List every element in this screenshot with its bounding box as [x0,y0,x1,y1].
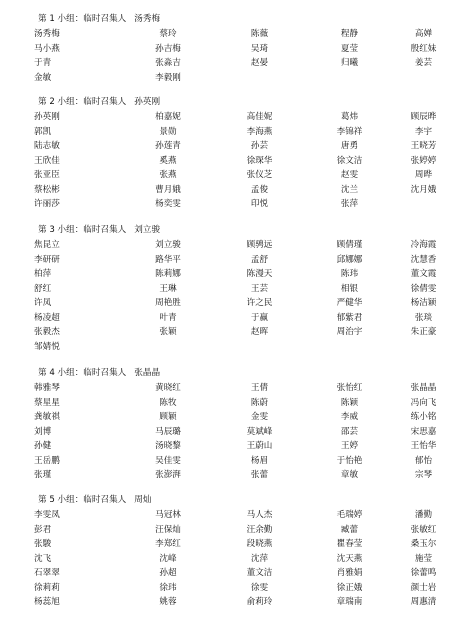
member-grid [28,508,452,610]
member-name: 沈峰 [159,553,177,564]
member-name: 张瑾 [34,470,52,480]
member-name: 陈莉娜 [155,269,181,279]
member-name: 章瑞南 [336,597,363,607]
member-name: 杨眉 [250,455,269,466]
group-convener: 汤秀梅 [134,14,161,24]
member-name: 顾颖 [159,412,177,422]
member-name: 沈萍 [250,553,269,564]
member-name: 程静 [340,29,359,39]
member-name: 金雯 [250,412,269,422]
group-convener: 刘立骏 [134,225,161,235]
member-name: 于怡艳 [336,455,363,466]
member-name: 张萍 [340,199,359,209]
member-name: 孙英刚 [34,112,60,122]
member-name: 徐正娥 [336,582,363,593]
member-name: 陈漫天 [246,269,273,279]
member-name: 王倩 [250,383,269,393]
group-header [38,12,160,26]
member-name: 许凤 [34,298,52,308]
member-name: 汪保灿 [155,524,181,535]
member-name: 李毅刚 [155,72,181,83]
member-name: 陈颖 [340,397,359,408]
member-name: 邵芸 [340,426,359,437]
member-name: 孙莲青 [155,141,181,151]
member-name: 马冠林 [155,510,181,520]
member-name: 张蕾 [250,470,269,480]
member-name: 陈薇 [250,29,269,39]
member-name: 徐雯 [250,582,269,593]
member-name: 蔡玲 [159,29,177,39]
member-name: 莫斌峰 [246,426,273,437]
member-name: 肖雅娟 [336,568,363,578]
member-name: 曹月娥 [155,184,181,195]
group-convener: 孙英刚 [134,97,161,107]
member-name: 王怡华 [410,441,437,451]
member-name: 刘立骏 [155,240,181,250]
member-name: 归曦 [340,58,359,68]
member-name: 彭君 [34,524,52,535]
member-name: 许之民 [246,298,273,308]
member-name: 邱娜娜 [336,254,363,265]
group-label: 第 4 小组：临时召集人 [38,368,127,378]
member-name: 王欣佳 [34,155,60,166]
member-name: 沈慧香 [410,254,437,265]
member-name: 蔡松彬 [34,184,60,195]
member-name: 宋思嘉 [410,426,437,437]
member-name: 张淼吉 [155,58,181,68]
member-name: 王晓芳 [410,141,437,151]
member-name: 石翠翠 [34,568,60,578]
member-name: 陈蔚 [250,397,269,408]
member-name: 吴琦 [250,43,269,54]
member-name: 汪余勤 [246,524,273,535]
member-name: 路华平 [155,254,181,265]
member-name: 奚燕 [159,155,177,166]
member-grid [28,238,452,354]
group-label: 第 5 小组：临时召集人 [38,495,127,505]
member-name: 马辰璐 [155,426,181,437]
member-name: 孟俊 [250,184,269,195]
member-name: 董文霞 [410,269,437,279]
member-name: 杨蕊旭 [34,597,60,607]
member-name: 毛瑞婷 [336,510,363,520]
member-name: 陈牧 [159,397,177,408]
member-name: 杨洁颖 [410,298,437,308]
member-name: 沈月娥 [410,184,437,195]
group-header [38,223,160,237]
member-name: 于青 [34,58,52,68]
member-name: 徐文洁 [336,155,363,166]
member-name: 朱正豪 [410,327,437,337]
member-grid [28,110,452,212]
member-name: 沈飞 [34,553,52,564]
member-grid [28,381,452,483]
member-name: 顾倩瑾 [336,240,363,250]
member-name: 汤晓黎 [155,441,181,451]
member-name: 李海燕 [246,126,273,137]
member-name: 刘博 [34,426,52,437]
member-name: 唐勇 [340,141,359,151]
member-name: 蔡星星 [34,397,60,408]
member-grid [28,27,452,85]
member-name: 施莹 [414,553,433,564]
member-name: 张颖 [159,327,177,337]
member-name: 李郑红 [155,539,181,549]
member-name: 夏莹 [340,43,359,54]
member-name: 张仪芝 [246,170,273,180]
member-name: 潘勤 [414,510,433,520]
member-name: 张亚臣 [34,170,60,180]
member-name: 姜芸 [414,58,433,68]
group-label: 第 1 小组：临时召集人 [38,14,127,24]
member-name: 章敏 [340,470,359,480]
member-name: 赵雯 [340,170,359,180]
member-name: 柏萍 [34,269,52,279]
member-name: 杨奕雯 [155,199,181,209]
member-name: 张燕 [159,170,177,180]
member-name: 柏嘉妮 [155,112,181,122]
member-name: 黄晓红 [155,383,181,393]
member-name: 王岳鹏 [34,455,60,466]
member-name: 汤秀梅 [34,29,60,39]
member-name: 高婵 [414,29,433,39]
member-name: 周惠清 [410,597,437,607]
member-name: 李宇 [414,126,433,137]
member-name: 姚蓉 [159,597,177,607]
group-convener: 周灿 [134,495,152,505]
member-name: 于赢 [250,312,269,323]
member-name: 李锦祥 [336,126,363,137]
member-name: 张駿 [34,539,52,549]
member-name: 张婷婷 [410,155,437,166]
member-name: 葛炜 [340,112,359,122]
member-name: 焦昆立 [34,240,60,250]
member-name: 沈天燕 [336,553,363,564]
member-name: 顾辰晔 [410,112,437,122]
member-name: 吴佳雯 [155,455,181,466]
member-name: 陆志敏 [34,141,60,151]
member-name: 桑玉尔 [410,539,437,549]
member-name: 王婷 [340,441,359,451]
member-name: 印悦 [250,199,269,209]
member-name: 冯向飞 [410,397,437,408]
member-name: 龚敏祺 [34,412,60,422]
group-header [38,95,160,109]
group-label: 第 3 小组：临时召集人 [38,225,127,235]
member-name: 李研研 [34,254,60,265]
member-name: 孙吉梅 [155,43,181,54]
member-name: 张晶晶 [410,383,437,393]
member-name: 徐琛华 [246,155,273,166]
member-name: 张澎湃 [155,470,181,480]
member-name: 许丽莎 [34,199,60,209]
member-name: 赵晏 [250,58,269,68]
member-name: 臧蕾 [340,524,359,535]
member-name: 赵晖 [250,327,269,337]
member-name: 张敏红 [410,524,437,535]
member-name: 孙超 [159,568,177,578]
member-name: 颜士岩 [410,582,437,593]
member-name: 冷海霞 [410,240,437,250]
member-name: 俞莉玲 [246,597,273,607]
member-name: 周艳胜 [155,298,181,308]
member-name: 相银 [340,283,359,294]
member-name: 殷红妹 [410,43,437,54]
member-name: 郁紫君 [336,312,363,323]
group-header [38,366,160,380]
member-name: 徐莉莉 [34,582,60,593]
member-name: 练小铭 [410,412,437,422]
member-name: 孙芸 [250,141,269,151]
member-name: 徐蕾鸣 [410,568,437,578]
member-name: 瞿春莹 [336,539,363,549]
member-name: 叶青 [159,312,177,323]
member-name: 徐玮 [159,582,177,593]
member-name: 顾骋远 [246,240,273,250]
member-name: 孟舒 [250,254,269,265]
member-name: 景勋 [159,126,177,137]
group-label: 第 2 小组：临时召集人 [38,97,127,107]
member-name: 周晔 [414,170,433,180]
member-name: 徐倩雯 [410,283,437,294]
member-name: 马人杰 [246,510,273,520]
member-name: 杨凌超 [34,312,60,323]
member-name: 王蔚山 [246,441,273,451]
member-name: 邹婧悦 [34,341,60,352]
member-name: 李雯凤 [34,510,60,520]
member-name: 沈兰 [340,184,359,195]
member-name: 李威 [340,412,359,422]
member-name: 孙健 [34,441,52,451]
member-name: 周治宇 [336,327,363,337]
member-name: 张琰 [414,312,433,323]
member-name: 郭凯 [34,126,52,137]
group-header [38,493,151,507]
member-name: 马小燕 [34,43,60,54]
member-name: 严健华 [336,298,363,308]
member-name: 董文洁 [246,568,273,578]
member-name: 陈玮 [340,269,359,279]
member-name: 舒红 [34,283,52,294]
member-name: 郁怡 [414,455,433,466]
group-convener: 张晶晶 [134,368,161,378]
member-name: 王芸 [250,283,269,294]
member-name: 张毅杰 [34,327,60,337]
member-name: 段晓燕 [246,539,273,549]
member-name: 宗琴 [414,470,433,480]
member-name: 王琳 [159,283,177,294]
member-name: 金敏 [34,72,52,83]
member-name: 张怡红 [336,383,363,393]
member-name: 韩雅琴 [34,383,60,393]
member-name: 高佳妮 [246,112,273,122]
